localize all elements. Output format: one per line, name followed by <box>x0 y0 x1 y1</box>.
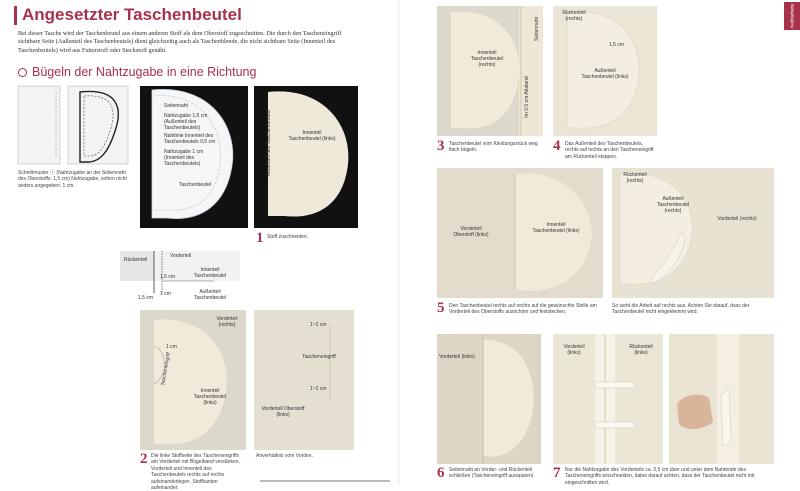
pattern-caption: Schnittmuster ⓢ (Nahtzugabe an der Seitennaht des Oberstoffs: 1,5 cm) Nahtzugabe, sofern nicht anders angegeben: 1 cm. <box>18 170 127 189</box>
photo-5b-vorderteil: Vorderteil (rechts) <box>717 216 757 222</box>
step-number-7: 7 <box>553 465 561 481</box>
step-3-label-12b: 1~2 cm <box>310 386 327 392</box>
side-tab: Nahtlarbeite <box>784 2 800 30</box>
seam-label-15b: 1,5 cm <box>138 295 154 301</box>
photo-5b-aussenteil: Außenteil Taschenbeutel (rechts) <box>656 196 690 214</box>
cut-fabric-photo <box>254 86 358 228</box>
pattern-thumbnail <box>18 86 130 166</box>
photo-6-vorderteil: Vorderteil (links) <box>439 354 475 360</box>
step-2-label-innenteil: Innenteil Taschenbeutel (links) <box>193 388 227 406</box>
step-7-text: Nur die Nahtzugabe des Vorderteils ca. 0,5 cm über und unter dem Nahtende des Tascheneingriffs einschneiden, dabei darauf achten, dass der Taschenbeutel nicht mit eingeschnitten wird. <box>565 467 755 486</box>
photo-3-abstand: Im 0,5 cm Abstand <box>524 76 530 118</box>
pattern-photo <box>140 86 248 228</box>
cut-fabric-rotated-label: Außenteil des Taschenbeutels <box>266 109 272 177</box>
photo-5b-fabric <box>612 168 774 298</box>
photo-3-label: Innenteil Taschenbeutel (rechts) <box>470 50 504 68</box>
photo-5b-rueckenteil: Rückenteil (rechts) <box>623 172 647 184</box>
photo-5b <box>612 168 774 298</box>
photo-7-vorderteil: Vorderteil (links) <box>563 344 585 356</box>
photo-5b-caption: So sieht die Arbeit auf rechts aus. Achten Sie darauf, dass der Taschenbeutel nicht eingeklemmt wird. <box>612 303 750 316</box>
seam-label-15a: 1,5 cm <box>160 274 176 280</box>
cut-fabric-label: Innenteil Taschenbeutel (links) <box>288 130 336 142</box>
photo-6 <box>437 334 541 464</box>
photo-7-rueckenteil: Rückenteil (links) <box>629 344 653 356</box>
step-number-1: 1 <box>256 230 264 246</box>
pattern-label-seitennaht: Seitennaht <box>164 103 188 109</box>
photo-5-vorderteil: Vorderteil Oberstoff (links) <box>453 226 489 238</box>
step-3-label-12a: 1~2 cm <box>310 322 327 328</box>
pattern-label-nahtlinie-innen: Nahtlinie Innenteil des Taschenbeutels 0,5 cm <box>164 133 216 145</box>
photo-4-aussenteil: Außenteil Taschenbeutel (links) <box>581 68 629 80</box>
step-number-2: 2 <box>140 451 148 467</box>
step-3-label-vorderteil: Vorderteil Oberstoff (links) <box>261 406 305 418</box>
right-page <box>400 0 800 485</box>
pattern-label-taschenbeutel: Taschenbeutel <box>178 182 212 188</box>
step-number-6: 6 <box>437 465 445 481</box>
section-heading-text: Bügeln der Nahtzugabe in eine Richtung <box>32 65 257 79</box>
step-2-fabric-shape <box>140 310 246 450</box>
intro-text: Bei dieser Tasche wird der Taschenbeutel aus einem anderen Stoff als dem Oberstoff zugeschnitten. Die durch den Tascheneingriff sichtbare Seite (Außenteil des Taschenbeutels) dient gleichzeitig auch als Taschenblende, die nicht sichtbare Seite (Innenteil des Taschenbeutels) wird aus Futterstoff oder Steckstoff genäht. <box>18 30 342 54</box>
photo-5-innenteil: Innenteil Taschenbeutel (links) <box>532 222 580 234</box>
step-number-5: 5 <box>437 300 445 316</box>
step-2-label-1cm: 1 cm <box>166 344 177 350</box>
step-2-label-eingriff: Tascheneingriff <box>160 351 172 387</box>
step-3-text: Taschenbeutel vom Kleidungsstück weg flach bügeln. <box>449 141 538 154</box>
step-3-caption: Anverhältnis vom Vorden. <box>256 453 313 459</box>
seam-label-aussenteil: Außenteil Taschenbeutel <box>193 289 227 301</box>
step-3-fabric <box>254 310 354 450</box>
page-footer-rule <box>260 480 390 482</box>
seam-diagram <box>114 247 244 305</box>
page-title: Angesetzter Taschenbeutel <box>22 5 242 24</box>
step-2-text: Die linke Stoffseite des Tascheneingriffs am Vorderteil mit Bügelband verstärken. Vorderteil und Innenteil des Taschenbeutels rechts auf rechts aufeinanderlegen. Stoffkanten aufeinander. <box>151 453 240 491</box>
step-2-photo <box>140 310 246 450</box>
photo-7b-fabric <box>669 334 774 464</box>
pattern-label-nahtzugabe-innen: Nahtzugabe 1 cm (Innenteil des Taschenbeutels) <box>164 149 204 167</box>
step-5-text: Den Taschenbeutel rechts auf rechts auf die gewünschte Stelle am Vorderteil des Oberstoffs ausrichten und feststecken. <box>449 303 597 316</box>
seam-label-rueckenteil: Rückenteil <box>124 257 148 263</box>
seam-label-vorderteil: Vorderteil <box>170 253 192 259</box>
photo-7b <box>669 334 774 464</box>
step-number-4: 4 <box>553 138 561 154</box>
photo-7 <box>553 334 663 464</box>
pattern-label-nahtzugabe-aussen: Nahtzugabe 1,5 cm (Außenteil des Taschenbeutels) <box>164 113 208 131</box>
photo-4-rueckenteil: Rückenteil (rechts) <box>562 10 586 22</box>
seam-label-innenteil: Innenteil Taschenbeutel <box>193 267 227 279</box>
step-4-text: Das Außenteil des Taschenbeutels, rechts auf rechts an den Tascheneingriff am Rückenteil steppen. <box>565 141 654 160</box>
title-accent-bar <box>14 6 17 25</box>
photo-4 <box>553 6 657 136</box>
photo-5 <box>437 168 603 298</box>
step-6-text: Seitennaht an Vorder- und Rückenteil schließen (Tascheneingriff aussparen). <box>449 467 535 480</box>
step-number-3: 3 <box>437 138 445 154</box>
circle-bullet-icon <box>18 68 27 77</box>
photo-3 <box>437 6 543 136</box>
step-3-label-eingriff: Tascheneingriff <box>302 354 336 360</box>
step-3-photo <box>254 310 354 450</box>
step-1-text: Stoff zuschneiden. <box>267 234 309 240</box>
pattern-thumbnail-drawing <box>18 86 130 166</box>
seam-label-1cm: 1 cm <box>160 291 171 297</box>
step-2-label-vorderteil: Vorderteil (rechts) <box>216 316 238 328</box>
photo-3-seitennaht: Seitennaht <box>534 17 540 41</box>
section-heading <box>18 65 256 79</box>
photo-4-15cm: 1,5 cm <box>609 42 625 48</box>
